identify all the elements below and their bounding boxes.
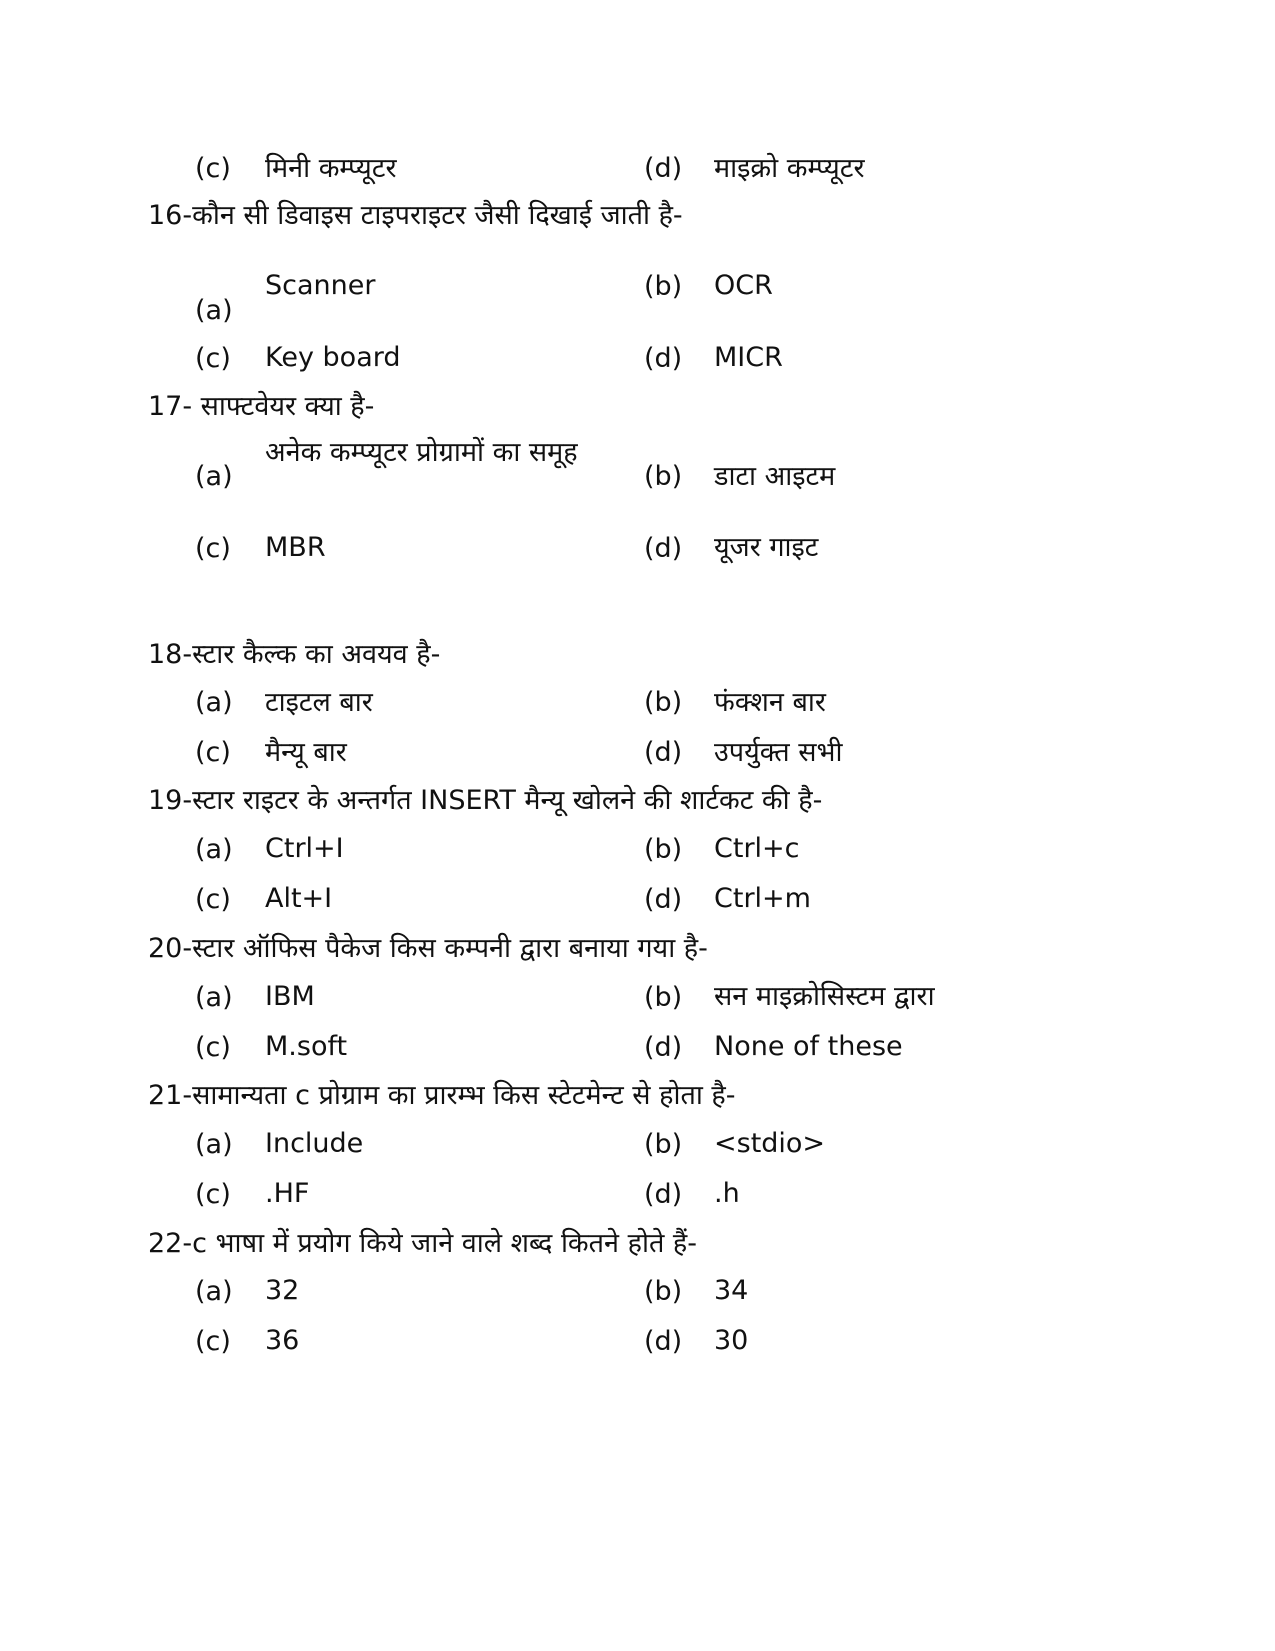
option-d-label: (d) bbox=[644, 153, 683, 184]
q20-option-b-text: सन माइक्रोसिस्टम द्वारा bbox=[714, 981, 935, 1012]
q20-option-c-text: M.soft bbox=[265, 1031, 348, 1062]
question-16: 16-कौन सी डिवाइस टाइपराइटर जैसी दिखाई जाती है- bbox=[148, 200, 683, 231]
q18-option-b-label: (b) bbox=[644, 687, 683, 718]
q18-option-d-text: उपर्युक्त सभी bbox=[714, 737, 843, 768]
q18-option-d-label: (d) bbox=[644, 737, 683, 768]
q16-option-b-label: (b) bbox=[644, 271, 683, 302]
q19-option-a-text: Ctrl+I bbox=[265, 833, 344, 864]
q18-option-c-label: (c) bbox=[195, 737, 231, 768]
question-22: 22-c भाषा में प्रयोग किये जाने वाले शब्द कितने होते हैं- bbox=[148, 1228, 698, 1259]
q22-option-a-label: (a) bbox=[195, 1276, 233, 1307]
q16-option-b-text: OCR bbox=[714, 270, 773, 301]
q18-option-b-text: फंक्शन बार bbox=[714, 687, 826, 718]
q19-option-b-label: (b) bbox=[644, 834, 683, 865]
q18-option-a-text: टाइटल बार bbox=[265, 687, 373, 718]
q16-option-d-label: (d) bbox=[644, 343, 683, 374]
q21-option-d-text: .h bbox=[714, 1178, 740, 1209]
q20-option-c-label: (c) bbox=[195, 1032, 231, 1063]
q17-option-d-label: (d) bbox=[644, 533, 683, 564]
q20-option-b-label: (b) bbox=[644, 982, 683, 1013]
q20-option-d-label: (d) bbox=[644, 1032, 683, 1063]
q22-option-d-label: (d) bbox=[644, 1326, 683, 1357]
q17-option-d-text: यूजर गाइट bbox=[714, 532, 819, 563]
q16-option-d-text: MICR bbox=[714, 342, 783, 373]
q22-option-b-text: 34 bbox=[714, 1275, 749, 1306]
q17-option-a-label: (a) bbox=[195, 461, 233, 492]
option-d-text: माइक्रो कम्प्यूटर bbox=[714, 153, 865, 184]
q18-option-c-text: मैन्यू बार bbox=[265, 737, 347, 768]
q17-option-b-label: (b) bbox=[644, 461, 683, 492]
q21-option-c-text: .HF bbox=[265, 1178, 310, 1209]
q19-option-c-label: (c) bbox=[195, 884, 231, 915]
question-17: 17- साफ्टवेयर क्या है- bbox=[148, 391, 375, 422]
q19-option-a-label: (a) bbox=[195, 834, 233, 865]
q21-option-c-label: (c) bbox=[195, 1179, 231, 1210]
q22-option-c-label: (c) bbox=[195, 1326, 231, 1357]
q22-option-d-text: 30 bbox=[714, 1325, 749, 1356]
q17-option-c-label: (c) bbox=[195, 533, 231, 564]
question-18: 18-स्टार कैल्क का अवयव है- bbox=[148, 639, 441, 670]
q19-option-b-text: Ctrl+c bbox=[714, 833, 800, 864]
q17-option-c-text: MBR bbox=[265, 532, 326, 563]
q21-option-d-label: (d) bbox=[644, 1179, 683, 1210]
q16-option-c-text: Key board bbox=[265, 342, 401, 373]
q20-option-a-text: IBM bbox=[265, 981, 315, 1012]
q21-option-a-text: Include bbox=[265, 1128, 364, 1159]
q19-option-c-text: Alt+I bbox=[265, 883, 333, 914]
q22-option-a-text: 32 bbox=[265, 1275, 300, 1306]
q22-option-b-label: (b) bbox=[644, 1276, 683, 1307]
q21-option-b-text: <stdio> bbox=[714, 1128, 826, 1159]
q16-option-a-text: Scanner bbox=[265, 270, 376, 301]
option-c-text: मिनी कम्प्यूटर bbox=[265, 153, 397, 184]
q18-option-a-label: (a) bbox=[195, 687, 233, 718]
q17-option-a-text: अनेक कम्प्यूटर प्रोग्रामों का समूह bbox=[265, 437, 578, 468]
q21-option-a-label: (a) bbox=[195, 1129, 233, 1160]
q20-option-a-label: (a) bbox=[195, 982, 233, 1013]
option-c-label: (c) bbox=[195, 153, 231, 184]
q19-option-d-text: Ctrl+m bbox=[714, 883, 811, 914]
q19-option-d-label: (d) bbox=[644, 884, 683, 915]
q16-option-a-label: (a) bbox=[195, 295, 233, 326]
q21-option-b-label: (b) bbox=[644, 1129, 683, 1160]
q22-option-c-text: 36 bbox=[265, 1325, 300, 1356]
q16-option-c-label: (c) bbox=[195, 343, 231, 374]
question-21: 21-सामान्यता c प्रोग्राम का प्रारम्भ किस स्टेटमेन्ट से होता है- bbox=[148, 1080, 736, 1111]
q20-option-d-text: None of these bbox=[714, 1031, 903, 1062]
question-20: 20-स्टार ऑफिस पैकेज किस कम्पनी द्वारा बनाया गया है- bbox=[148, 933, 708, 964]
q17-option-b-text: डाटा आइटम bbox=[714, 461, 836, 492]
question-19: 19-स्टार राइटर के अन्तर्गत INSERT मैन्यू खोलने की शार्टकट की है- bbox=[148, 785, 823, 816]
